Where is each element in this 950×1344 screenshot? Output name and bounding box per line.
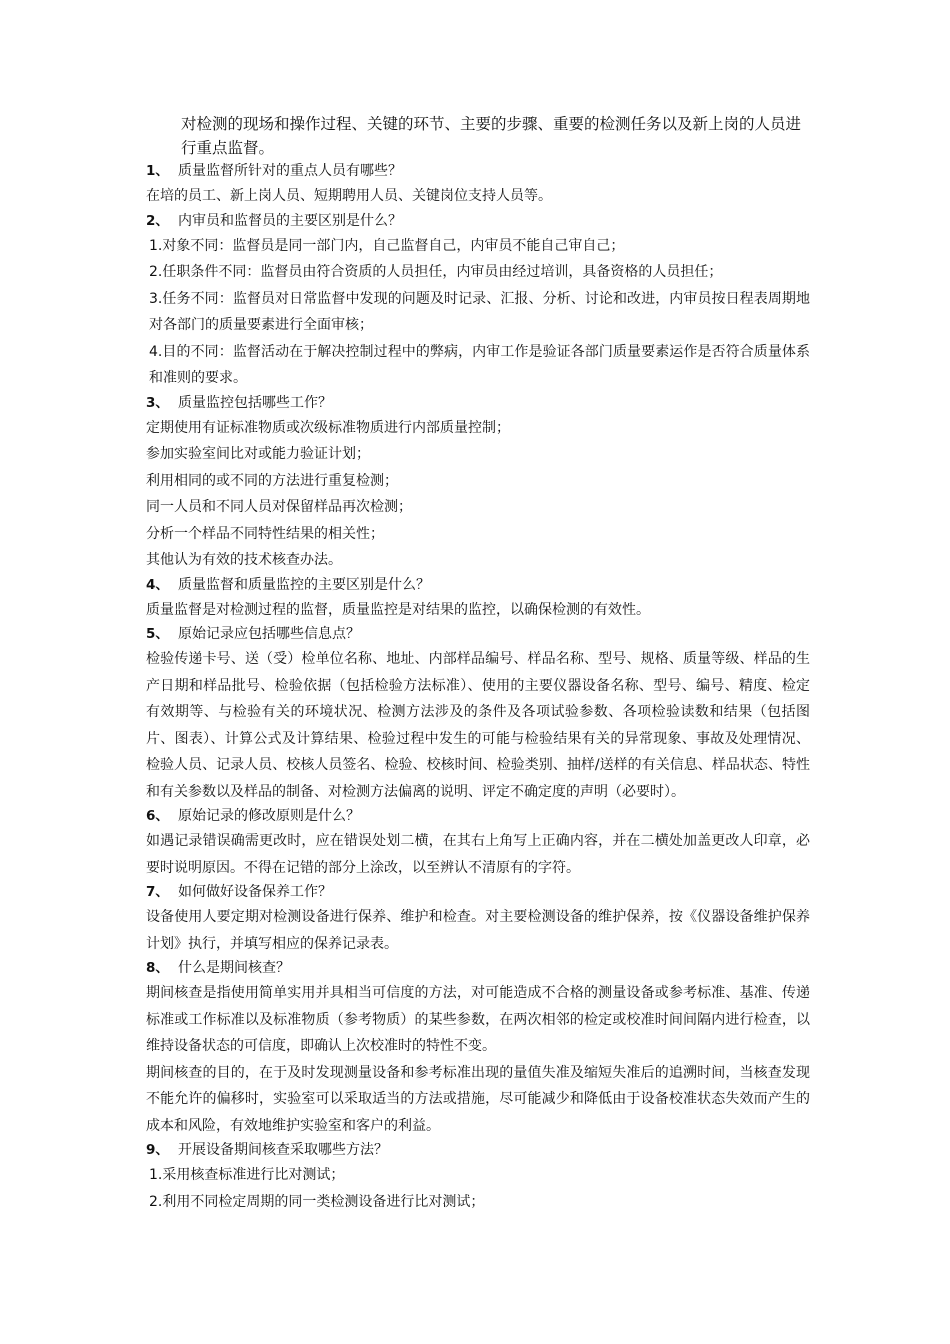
question-4 [146,574,810,597]
answer-1: 在培的员工、新上岗人员、短期聘用人员、关键岗位支持人员等。 [146,188,552,204]
question-number: 6、 [146,808,169,824]
question-text: 如何做好设备保养工作？ [178,884,332,900]
answer-2-item: 2.任职条件不同：监督员由符合资质的人员担任，内审员由经过培训，具备资格的人员担任； [149,264,723,280]
question-7 [146,881,810,904]
question-9 [146,1139,810,1162]
answer-3-item: 定期使用有证标准物质或次级标准物质进行内部质量控制； [146,419,510,436]
question-8 [146,957,810,980]
answer-3-item: 同一人员和不同人员对保留样品再次检测； [146,499,412,515]
answer-2-item: 1.对象不同：监督员是同一部门内，自己监督自己，内审员不能自己审自己； [149,237,625,254]
answer-4: 质量监督是对检测过程的监督，质量监控是对结果的监控，以确保检测的有效性。 [146,601,650,618]
answer-2-item: 3.任务不同：监督员对日常监督中发现的问题及时记录、汇报、分析、讨论和改进，内审员按日程表周期地对各部门的质量要素进行全面审核； [149,290,810,333]
question-number: 5、 [146,626,169,642]
answer-8-paragraph: 期间核查的目的，在于及时发现测量设备和参考标准出现的量值失准及缩短失准后的追溯时间，当核查发现不能允许的偏移时，实验室可以采取适当的方法或措施，尽可能减少和降低由于设备校准状态失效而产生的成本和风险，有效地维护实验室和客户的利益。 [146,1064,810,1134]
answer-6: 如遇记录错误确需更改时，应在错误处划二横，在其右上角写上正确内容，并在二横处加盖更改人印章，必要时说明原因。不得在记错的部分上涂改，以至辨认不清原有的字符。 [146,833,810,876]
question-5 [146,623,810,646]
answer-3-item: 分析一个样品不同特性结果的相关性； [146,525,384,542]
question-1 [146,160,810,183]
question-number: 1、 [146,163,169,179]
question-text: 质量监督所针对的重点人员有哪些？ [178,163,402,179]
question-number: 2、 [146,212,169,229]
answer-9-item: 2.利用不同检定周期的同一类检测设备进行比对测试； [149,1193,485,1210]
question-text: 开展设备期间核查采取哪些方法？ [178,1142,388,1158]
question-number: 3、 [146,394,169,411]
answer-7: 设备使用人要定期对检测设备进行保养、维护和检查。对主要检测设备的维护保养，按《仪器设备维护保养计划》执行，并填写相应的保养记录表。 [146,909,810,952]
answer-9-item: 1.采用核查标准进行比对测试； [149,1167,345,1183]
document-page [146,112,810,1215]
question-text: 质量监控包括哪些工作？ [178,394,332,411]
question-3 [146,392,810,415]
answer-2-item: 4.目的不同：监督活动在于解决控制过程中的弊病，内审工作是验证各部门质量要素运作是否符合质量体系和准则的要求。 [149,343,810,386]
answer-5: 检验传递卡号、送（受）检单位名称、地址、内部样品编号、样品名称、型号、规格、质量等级、样品的生产日期和样品批号、检验依据（包括检验方法标准）、使用的主要仪器设备名称、型号、编号、精度、检定有效期等、与检验有关的环境状况、检测方法涉及的条件及各项试验参数、各项检验读数和结果（包括图片、图表）、计算公式及计算结果、检验过程中发生的可能与检验结果有关的异常现象、事故及处理情况、检验人员、记录人员、校核人员签名、检验、校核时间、检验类别、抽样/送样的有关信息、样品状态、特性和有关参数以及样品的制备、对检测方法偏离的说明、评定不确定度的声明（必要时）。 [146,651,810,800]
intro-paragraph: 对检测的现场和操作过程、关键的环节、主要的步骤、重要的检测任务以及新上岗的人员进行重点监督。 [181,115,802,157]
question-number: 9、 [146,1142,169,1158]
question-text: 原始记录应包括哪些信息点？ [178,626,360,642]
answer-3-item: 参加实验室间比对或能力验证计划； [146,446,370,462]
question-number: 7、 [146,884,169,900]
question-2 [146,210,810,233]
answer-3-item: 利用相同的或不同的方法进行重复检测； [146,472,398,489]
question-number: 8、 [146,960,169,976]
answer-8-paragraph: 期间核查是指使用简单实用并具相当可信度的方法，对可能造成不合格的测量设备或参考标准、基准、传递标准或工作标准以及标准物质（参考物质）的某些参数，在两次相邻的检定或校准时间间隔内进行检查，以维持设备状态的可信度，即确认上次校准时的特性不变。 [146,985,810,1054]
question-text: 内审员和监督员的主要区别是什么？ [178,212,402,229]
question-6 [146,805,810,828]
question-number: 4、 [146,576,169,593]
question-text: 原始记录的修改原则是什么？ [178,808,360,824]
question-text: 质量监督和质量监控的主要区别是什么？ [178,576,430,593]
answer-3-item: 其他认为有效的技术核查办法。 [146,552,342,568]
question-text: 什么是期间核查？ [178,960,290,976]
